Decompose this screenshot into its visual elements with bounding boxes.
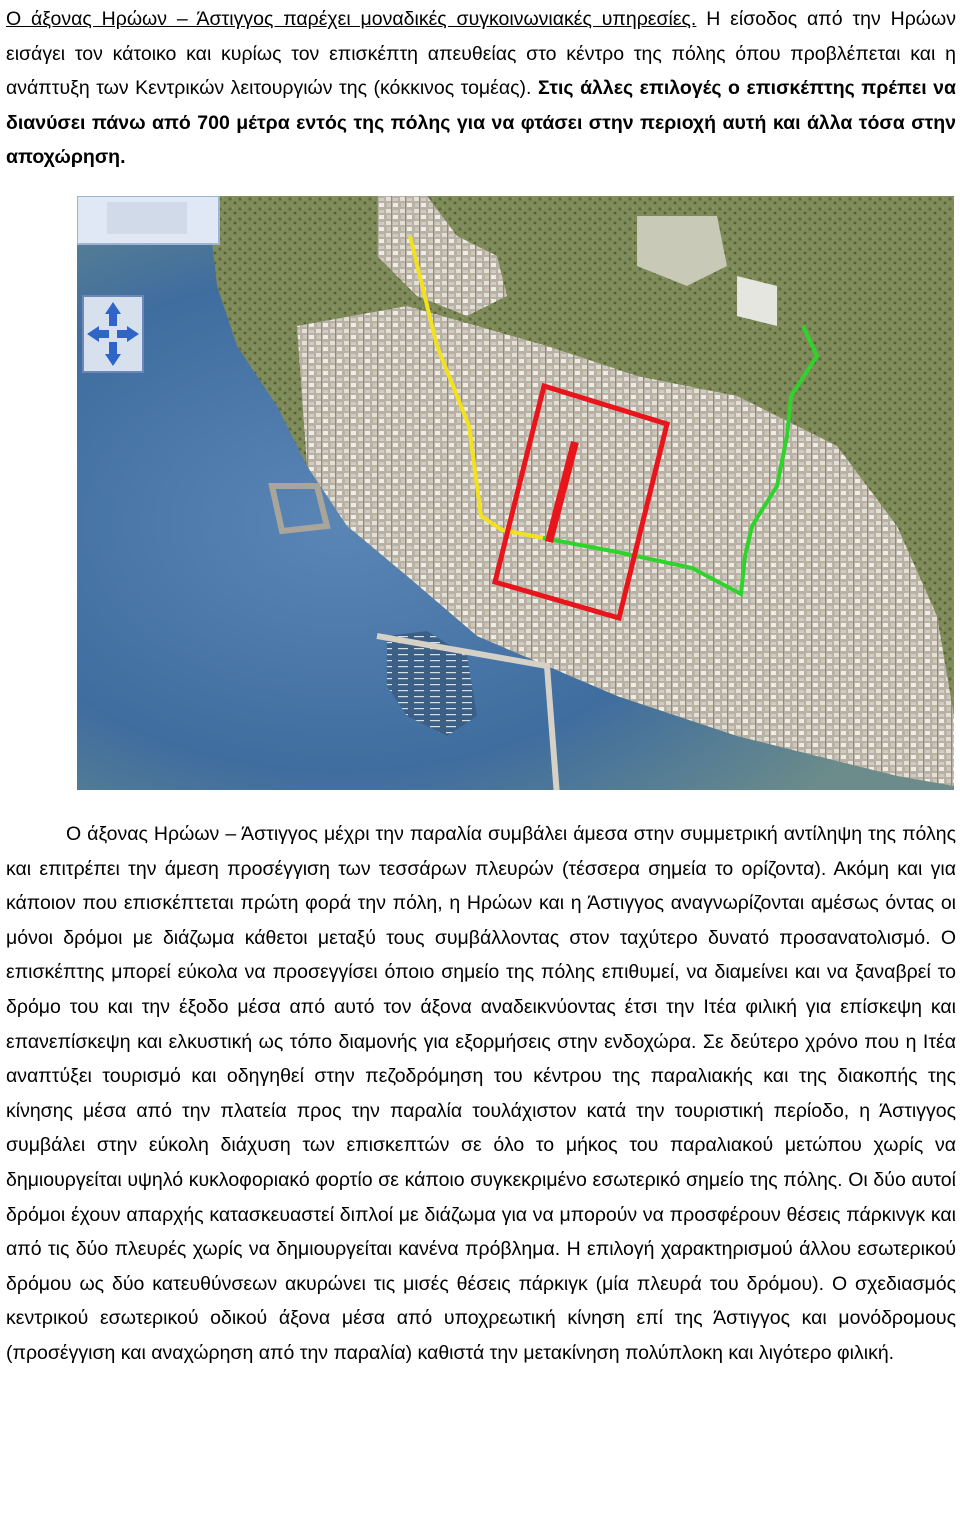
- intro-bold-text: Στις άλλες επιλογές ο επισκέπτης πρέπει να διανύσει πάνω από 700 μέτρα εντός της πόλης για να φτάσει στην περιοχή αυτή και άλλα τόσα στην αποχώρηση.: [6, 77, 956, 168]
- intro-text: Η είσοδος από την Ηρώων εισάγει τον κάτοικο και κυρίως τον επισκέπτη απευθείας στο κέντρο της πόλης όπου προβλέπεται και η ανάπτυξη των Κεντρικών λειτουργιών της (κόκκινος τομέας).: [6, 8, 957, 99]
- intro-paragraph: [6, 2, 956, 175]
- body-paragraph: [6, 817, 956, 1371]
- aerial-map: [77, 196, 954, 790]
- intro-heading: Ο άξονας Ηρώων – Άστιγγος παρέχει μοναδικές συγκοινωνιακές υπηρεσίες.: [6, 8, 697, 30]
- body-text: Ο άξονας Ηρώων – Άστιγγος μέχρι την παραλία συμβάλει άμεσα στην συμμετρική αντίληψη της πόλης και επιτρέπει την άμεση προσέγγιση των τεσσάρων πλευρών (τέσσερα σημεία το ορίζοντα). Ακόμη και για κάποιον που επισκέπτεται πρώτη φορά την πόλη, η Ηρώων και η Άστιγγος αναγνωρίζονται αμέσως όντας οι μόνοι δρόμοι με διάζωμα κάθετοι μεταξύ τους συμβάλλοντας στον ταχύτερο δυνατό προσανατολισμό. Ο επισκέπτης μπορεί εύκολα να προσεγγίσει όποιο σημείο της πόλης επιθυμεί, να διαμείνει και να ξαναβρεί το δρόμο του και την έξοδο μέσα από αυτό τον άξονα αναδεικνύοντας έτσι την Ιτέα φιλική για επίσκεψη και επανεπίσκεψη και ελκυστική ως τόπο διαμονής για εξορμήσεις στην ενδοχώρα. Σε δεύτερο χρόνο που η Ιτέα αναπτύξει τουρισμό και οδηγηθεί στην πεζοδρόμηση του κέντρου της παραλιακής και της διακοπής της κίνησης μέσα από την πλατεία προς την παραλία τουλάχιστον κατά την τουριστική περίοδο, η Άστιγγος συμβάλει στην εύκολη διάχυση των επισκεπτών σε όλο το μήκος του παραλιακού μετώπου χωρίς να δημιουργείται υψηλό κυκλοφοριακό φορτίο σε κάποιο συγκεκριμένο εσωτερικό σημείο της πόλης. Οι δύο αυτοί δρόμοι έχουν απαρχής κατασκευαστεί διπλοί με διάζωμα για να μπορούν να προσφέρουν θέσεις πάρκινγκ και από τις δύο πλευρές χωρίς να δημιουργείται κανένα πρόβλημα. Η επιλογή χαρακτηρισμού άλλου εσωτερικού δρόμου ως δύο κατευθύνσεων ακυρώνει τις μισές θέσεις πάρκιγκ (μία πλευρά του δρόμου). Ο σχεδιασμός κεντρικού εσωτερικού οδικού άξονα μέσα από υποχρεωτική κίνηση επί της Άστιγγος και μονόδρομους (προσέγγιση και αναχώρηση από την παραλία) καθιστά την μετακίνηση πολύπλοκη και λιγότερο φιλική.: [6, 823, 956, 1364]
- aerial-map-graphic: [77, 196, 954, 790]
- pan-arrows-icon: [83, 296, 143, 372]
